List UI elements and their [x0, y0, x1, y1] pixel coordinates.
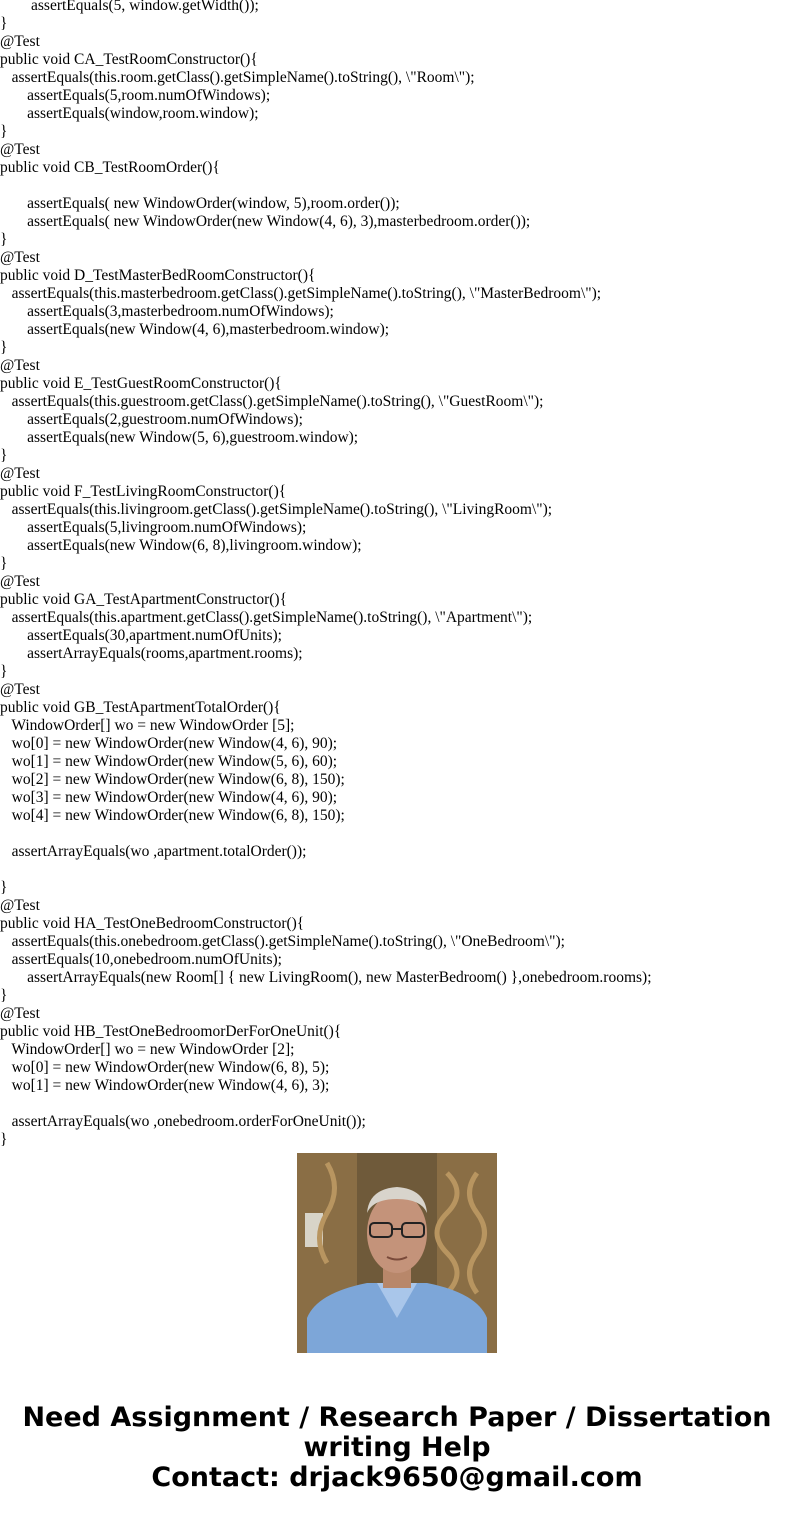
code-line: wo[1] = new WindowOrder(new Window(4, 6), 3); — [0, 1077, 330, 1094]
code-line: assertArrayEquals(rooms,apartment.rooms); — [0, 645, 303, 662]
code-line: wo[0] = new WindowOrder(new Window(6, 8), 5); — [0, 1059, 330, 1076]
code-line: wo[1] = new WindowOrder(new Window(5, 6), 60); — [0, 753, 338, 770]
code-line: assertEquals(this.room.getClass().getSimpleName().toString(), \"Room\"); — [0, 69, 475, 86]
code-line: @Test — [0, 141, 40, 158]
code-line — [0, 1095, 794, 1113]
code-line: assertEquals(this.onebedroom.getClass().getSimpleName().toString(), \"OneBedroom\"); — [0, 933, 565, 950]
code-line: wo[2] = new WindowOrder(new Window(6, 8), 150); — [0, 771, 345, 788]
code-line: } — [0, 339, 8, 356]
code-line: assertEquals(new Window(4, 6),masterbedroom.window); — [0, 321, 390, 338]
code-line: assertEquals(10,onebedroom.numOfUnits); — [0, 951, 282, 968]
code-line: } — [0, 123, 8, 140]
code-line: assertEquals(30,apartment.numOfUnits); — [0, 627, 282, 644]
code-line: assertEquals(window,room.window); — [0, 105, 259, 122]
code-line: @Test — [0, 897, 40, 914]
code-line: @Test — [0, 1005, 40, 1022]
code-line: public void D_TestMasterBedRoomConstructor(){ — [0, 267, 316, 284]
code-line: } — [0, 231, 8, 248]
code-line: wo[0] = new WindowOrder(new Window(4, 6), 90); — [0, 735, 338, 752]
ad-contact: Contact: drjack9650@gmail.com — [151, 1462, 643, 1493]
code-line: assertArrayEquals(wo ,apartment.totalOrder()); — [0, 843, 307, 860]
code-line: assertEquals(5, window.getWidth()); — [0, 0, 259, 14]
code-line: assertEquals(3,masterbedroom.numOfWindows); — [0, 303, 334, 320]
code-line — [0, 861, 794, 879]
code-line: public void E_TestGuestRoomConstructor(){ — [0, 375, 282, 392]
code-line: assertEquals( new WindowOrder(window, 5),room.order()); — [0, 195, 400, 212]
advertisement-banner — [0, 1403, 794, 1493]
code-line: @Test — [0, 465, 40, 482]
code-line: public void F_TestLivingRoomConstructor(){ — [0, 483, 287, 500]
code-line: } — [0, 879, 8, 896]
code-line: assertEquals(this.apartment.getClass().getSimpleName().toString(), \"Apartment\"); — [0, 609, 533, 626]
code-line: assertEquals(5,room.numOfWindows); — [0, 87, 271, 104]
code-line: } — [0, 663, 8, 680]
code-line: } — [0, 987, 8, 1004]
code-line: public void GA_TestApartmentConstructor(){ — [0, 591, 288, 608]
code-line: assertEquals(this.masterbedroom.getClass().getSimpleName().toString(), \"MasterBedroom\"); — [0, 285, 602, 302]
avatar — [297, 1153, 497, 1353]
code-line: wo[3] = new WindowOrder(new Window(4, 6), 90); — [0, 789, 338, 806]
code-line: public void GB_TestApartmentTotalOrder(){ — [0, 699, 281, 716]
code-line: } — [0, 15, 8, 32]
code-line: public void HB_TestOneBedroomorDerForOneUnit(){ — [0, 1023, 342, 1040]
ad-headline: Need Assignment / Research Paper / Dissertation — [22, 1402, 772, 1433]
code-line: assertEquals( new WindowOrder(new Window(4, 6), 3),masterbedroom.order()); — [0, 213, 531, 230]
person-photo — [297, 1153, 497, 1353]
code-line: @Test — [0, 357, 40, 374]
code-line: public void CA_TestRoomConstructor(){ — [0, 51, 258, 68]
code-line: public void HA_TestOneBedroomConstructor(){ — [0, 915, 305, 932]
code-line: assertArrayEquals(wo ,onebedroom.orderForOneUnit()); — [0, 1113, 366, 1130]
code-line: assertEquals(this.guestroom.getClass().getSimpleName().toString(), \"GuestRoom\"); — [0, 393, 544, 410]
code-line: WindowOrder[] wo = new WindowOrder [5]; — [0, 717, 295, 734]
code-line: } — [0, 555, 8, 572]
code-line — [0, 177, 794, 195]
code-line: wo[4] = new WindowOrder(new Window(6, 8), 150); — [0, 807, 345, 824]
code-line: @Test — [0, 33, 40, 50]
code-line: @Test — [0, 249, 40, 266]
code-line: assertEquals(this.livingroom.getClass().getSimpleName().toString(), \"LivingRoom\"); — [0, 501, 553, 518]
code-line: assertEquals(new Window(5, 6),guestroom.window); — [0, 429, 359, 446]
code-line: assertArrayEquals(new Room[] { new LivingRoom(), new MasterBedroom() },onebedroom.rooms); — [0, 969, 652, 986]
code-line: @Test — [0, 573, 40, 590]
code-line: WindowOrder[] wo = new WindowOrder [2]; — [0, 1041, 295, 1058]
code-line: public void CB_TestRoomOrder(){ — [0, 159, 220, 176]
code-line: @Test — [0, 681, 40, 698]
code-line: assertEquals(5,livingroom.numOfWindows); — [0, 519, 307, 536]
code-line — [0, 825, 794, 843]
ad-subline: writing Help — [303, 1432, 491, 1463]
code-line: } — [0, 447, 8, 464]
code-line: assertEquals(2,guestroom.numOfWindows); — [0, 411, 303, 428]
code-line: } — [0, 1131, 8, 1148]
code-line: assertEquals(new Window(6, 8),livingroom.window); — [0, 537, 362, 554]
